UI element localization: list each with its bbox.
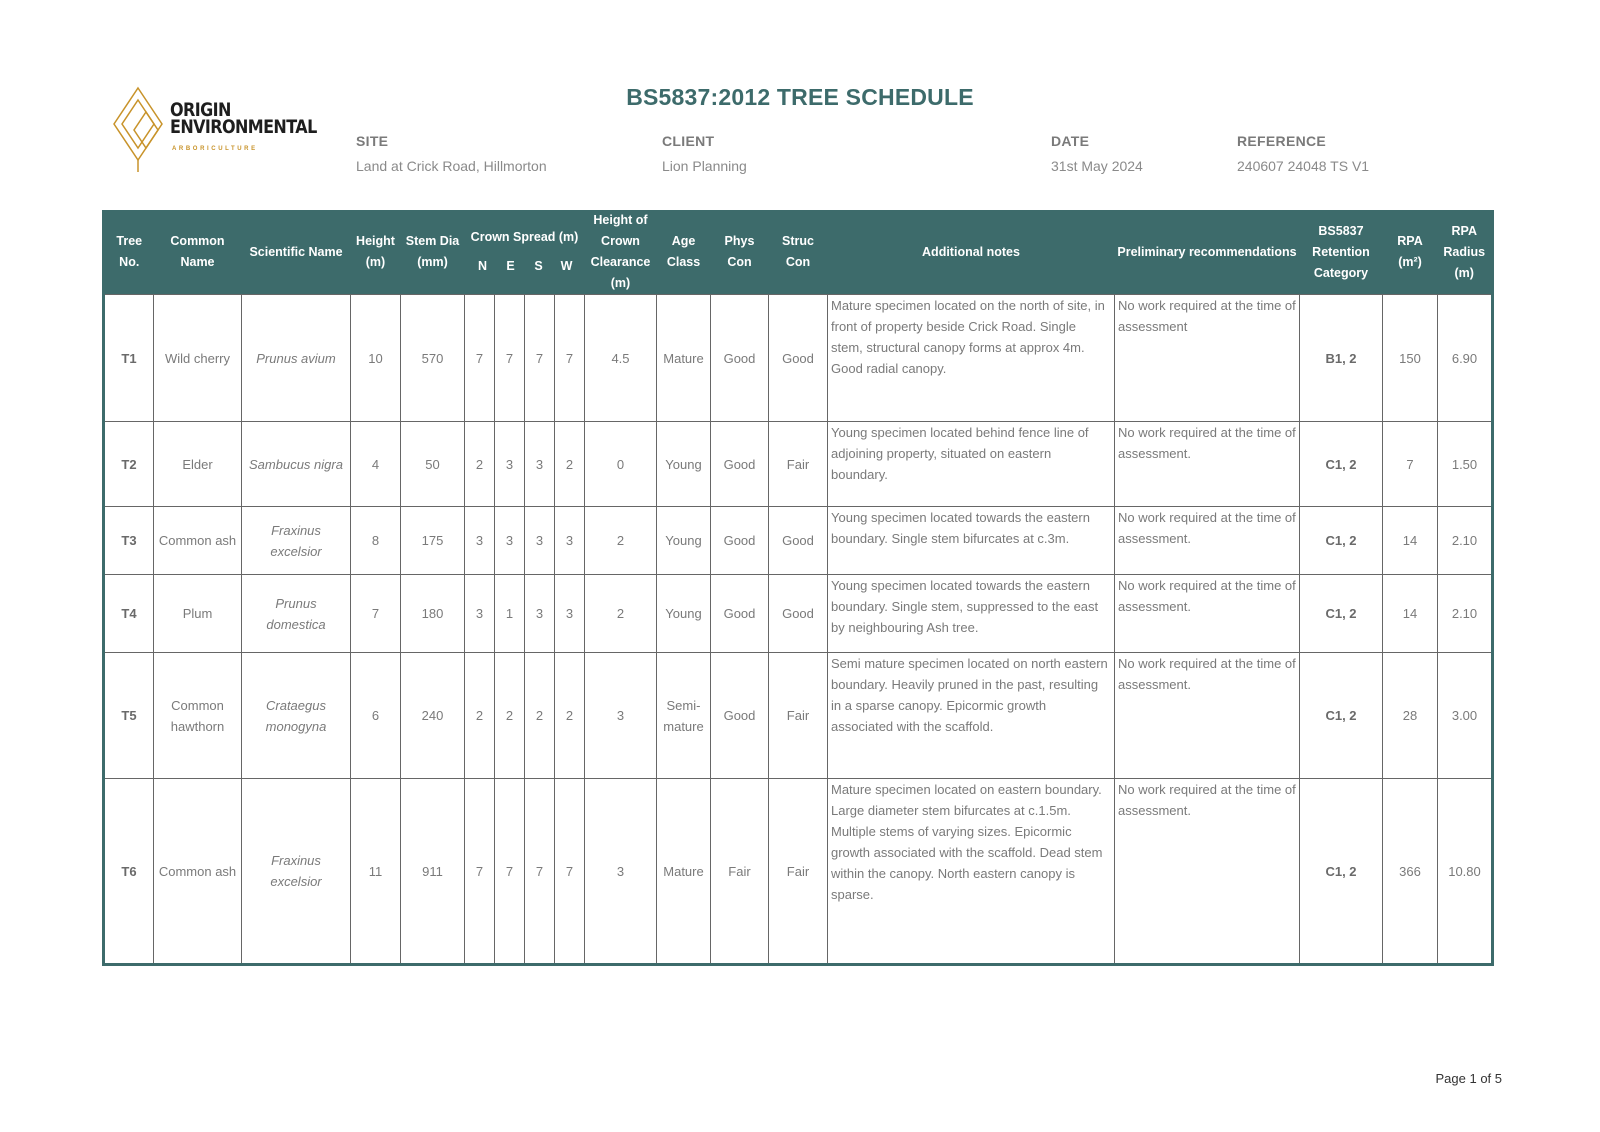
table-row	[104, 507, 1493, 575]
cell-rpa: 14	[1383, 507, 1438, 575]
cell-height: 11	[351, 779, 401, 965]
cell-recommendation: No work required at the time of assessment.	[1115, 422, 1300, 507]
cell-tree-no: T2	[104, 422, 154, 507]
cell-tree-no: T1	[104, 295, 154, 422]
cell-phys-con: Good	[711, 295, 769, 422]
cell-height: 8	[351, 507, 401, 575]
cell-scientific-name: Fraxinus excelsior	[242, 507, 351, 575]
cell-scientific-name: Fraxinus excelsior	[242, 779, 351, 965]
header-rpa	[1383, 210, 1438, 295]
cell-recommendation: No work required at the time of assessment.	[1115, 507, 1300, 575]
company-logo	[112, 86, 317, 176]
cell-rpa-radius: 2.10	[1438, 575, 1493, 653]
cell-recommendation: No work required at the time of assessment.	[1115, 653, 1300, 779]
header-common-name: Common Name	[154, 210, 242, 295]
reference-label: REFERENCE	[1237, 133, 1327, 149]
cell-rpa-radius: 2.10	[1438, 507, 1493, 575]
logo-text-origin: ORIGIN	[170, 98, 231, 121]
rpa-unit: (m²)	[1398, 255, 1422, 269]
table-row	[104, 575, 1493, 653]
cell-category: C1, 2	[1300, 779, 1383, 965]
cell-notes: Young specimen located towards the eastern boundary. Single stem, suppressed to the east by neighbouring Ash tree.	[828, 575, 1115, 653]
client-value: Lion Planning	[662, 158, 747, 174]
header-additional-notes: Additional notes	[828, 210, 1115, 295]
cell-crown-s: 3	[525, 575, 555, 653]
cell-age-class: Young	[657, 422, 711, 507]
cell-scientific-name: Crataegus monogyna	[242, 653, 351, 779]
cell-category: C1, 2	[1300, 422, 1383, 507]
cell-stem-dia: 50	[401, 422, 465, 507]
cell-recommendation: No work required at the time of assessment.	[1115, 575, 1300, 653]
cell-category: C1, 2	[1300, 653, 1383, 779]
header-height: Height (m)	[351, 210, 401, 295]
cell-tree-no: T5	[104, 653, 154, 779]
cell-phys-con: Good	[711, 422, 769, 507]
site-label: SITE	[356, 133, 389, 149]
crown-w-label: W	[560, 259, 573, 273]
meta-site	[356, 133, 547, 174]
crown-spread-label: Crown Spread (m)	[470, 230, 579, 244]
reference-value: 240607 24048 TS V1	[1237, 158, 1370, 174]
client-label: CLIENT	[662, 133, 715, 149]
cell-phys-con: Good	[711, 575, 769, 653]
cell-rpa: 150	[1383, 295, 1438, 422]
cell-rpa-radius: 1.50	[1438, 422, 1493, 507]
tree-schedule-table	[102, 210, 1494, 966]
cell-crown-n: 3	[465, 575, 495, 653]
cell-crown-e: 1	[495, 575, 525, 653]
cell-crown-s: 2	[525, 653, 555, 779]
cell-crown-w: 7	[555, 779, 585, 965]
cell-crown-n: 7	[465, 779, 495, 965]
cell-notes: Young specimen located towards the eastern boundary. Single stem bifurcates at c.3m.	[828, 507, 1115, 575]
date-label: DATE	[1051, 133, 1090, 149]
cell-rpa: 14	[1383, 575, 1438, 653]
crown-n-label: N	[477, 259, 488, 273]
cell-height: 4	[351, 422, 401, 507]
cell-age-class: Mature	[657, 295, 711, 422]
cell-rpa-radius: 6.90	[1438, 295, 1493, 422]
cell-clearance: 2	[585, 575, 657, 653]
cell-age-class: Young	[657, 507, 711, 575]
header-phys-con: Phys Con	[711, 210, 769, 295]
cell-stem-dia: 180	[401, 575, 465, 653]
cell-age-class: Young	[657, 575, 711, 653]
table-header-row	[104, 210, 1493, 295]
diamond-logo-icon	[112, 86, 168, 176]
crown-s-label: S	[534, 259, 543, 273]
cell-struc-con: Good	[769, 295, 828, 422]
cell-clearance: 2	[585, 507, 657, 575]
cell-category: B1, 2	[1300, 295, 1383, 422]
cell-rpa: 7	[1383, 422, 1438, 507]
cell-scientific-name: Prunus avium	[242, 295, 351, 422]
cell-crown-n: 2	[465, 653, 495, 779]
cell-height: 7	[351, 575, 401, 653]
cell-rpa-radius: 10.80	[1438, 779, 1493, 965]
header-struc-con: Struc Con	[769, 210, 828, 295]
cell-crown-s: 3	[525, 422, 555, 507]
meta-reference	[1237, 133, 1369, 174]
cell-crown-n: 3	[465, 507, 495, 575]
page-number: Page 1 of 5	[1435, 1071, 1502, 1086]
cell-phys-con: Good	[711, 653, 769, 779]
cell-crown-w: 7	[555, 295, 585, 422]
site-value: Land at Crick Road, Hillmorton	[356, 158, 547, 174]
cell-crown-n: 7	[465, 295, 495, 422]
header-retention-category: BS5837 Retention Category	[1300, 210, 1383, 295]
meta-date	[1051, 133, 1143, 174]
table-row	[104, 779, 1493, 965]
meta-client	[662, 133, 747, 174]
cell-height: 6	[351, 653, 401, 779]
table-row	[104, 422, 1493, 507]
cell-height: 10	[351, 295, 401, 422]
logo-text-arboriculture: ARBORICULTURE	[172, 146, 258, 152]
cell-crown-s: 3	[525, 507, 555, 575]
cell-category: C1, 2	[1300, 507, 1383, 575]
document-title: BS5837:2012 TREE SCHEDULE	[626, 84, 974, 110]
cell-notes: Semi mature specimen located on north eastern boundary. Heavily pruned in the past, resulting in a sparse canopy. Epicormic growth associated with the scaffold.	[828, 653, 1115, 779]
header-tree-no: Tree No.	[104, 210, 154, 295]
cell-scientific-name: Prunus domestica	[242, 575, 351, 653]
cell-crown-e: 2	[495, 653, 525, 779]
cell-struc-con: Fair	[769, 422, 828, 507]
cell-crown-s: 7	[525, 779, 555, 965]
header-crown-clearance: Height of Crown Clearance (m)	[585, 210, 657, 295]
cell-struc-con: Good	[769, 575, 828, 653]
cell-crown-s: 7	[525, 295, 555, 422]
date-value: 31st May 2024	[1051, 158, 1143, 174]
cell-crown-e: 3	[495, 507, 525, 575]
cell-category: C1, 2	[1300, 575, 1383, 653]
rpa-label: RPA	[1397, 234, 1423, 248]
cell-rpa: 366	[1383, 779, 1438, 965]
cell-crown-w: 2	[555, 422, 585, 507]
cell-clearance: 0	[585, 422, 657, 507]
cell-common-name: Common ash	[154, 507, 242, 575]
cell-stem-dia: 911	[401, 779, 465, 965]
cell-struc-con: Fair	[769, 779, 828, 965]
cell-tree-no: T4	[104, 575, 154, 653]
header-recommendations: Preliminary recommendations	[1115, 210, 1300, 295]
cell-common-name: Common hawthorn	[154, 653, 242, 779]
cell-crown-e: 7	[495, 779, 525, 965]
cell-clearance: 4.5	[585, 295, 657, 422]
cell-recommendation: No work required at the time of assessment	[1115, 295, 1300, 422]
cell-clearance: 3	[585, 779, 657, 965]
cell-common-name: Wild cherry	[154, 295, 242, 422]
cell-common-name: Plum	[154, 575, 242, 653]
table-row	[104, 295, 1493, 422]
header-scientific-name: Scientific Name	[242, 210, 351, 295]
cell-crown-w: 2	[555, 653, 585, 779]
cell-tree-no: T3	[104, 507, 154, 575]
cell-stem-dia: 240	[401, 653, 465, 779]
cell-stem-dia: 570	[401, 295, 465, 422]
cell-struc-con: Good	[769, 507, 828, 575]
cell-struc-con: Fair	[769, 653, 828, 779]
cell-tree-no: T6	[104, 779, 154, 965]
cell-age-class: Mature	[657, 779, 711, 965]
header-crown-spread	[465, 210, 585, 295]
table-row	[104, 653, 1493, 779]
cell-crown-w: 3	[555, 507, 585, 575]
header-rpa-radius: RPA Radius (m)	[1438, 210, 1493, 295]
cell-recommendation: No work required at the time of assessment.	[1115, 779, 1300, 965]
cell-common-name: Common ash	[154, 779, 242, 965]
crown-e-label: E	[506, 259, 515, 273]
cell-crown-n: 2	[465, 422, 495, 507]
cell-stem-dia: 175	[401, 507, 465, 575]
cell-rpa: 28	[1383, 653, 1438, 779]
cell-notes: Young specimen located behind fence line of adjoining property, situated on eastern boundary.	[828, 422, 1115, 507]
header-stem-dia: Stem Dia (mm)	[401, 210, 465, 295]
cell-crown-e: 3	[495, 422, 525, 507]
cell-age-class: Semi-mature	[657, 653, 711, 779]
cell-crown-w: 3	[555, 575, 585, 653]
cell-common-name: Elder	[154, 422, 242, 507]
cell-scientific-name: Sambucus nigra	[242, 422, 351, 507]
header-age-class: Age Class	[657, 210, 711, 295]
cell-clearance: 3	[585, 653, 657, 779]
cell-phys-con: Fair	[711, 779, 769, 965]
cell-crown-e: 7	[495, 295, 525, 422]
logo-text-environmental: ENVIRONMENTAL	[170, 115, 317, 138]
cell-phys-con: Good	[711, 507, 769, 575]
cell-notes: Mature specimen located on the north of site, in front of property beside Crick Road. Single stem, structural canopy forms at approx 4m. Good radial canopy.	[828, 295, 1115, 422]
cell-notes: Mature specimen located on eastern boundary. Large diameter stem bifurcates at c.1.5m. Multiple stems of varying sizes. Epicormic growth associated with the scaffold. Dead stem within the canopy. North eastern canopy is sparse.	[828, 779, 1115, 965]
cell-rpa-radius: 3.00	[1438, 653, 1493, 779]
